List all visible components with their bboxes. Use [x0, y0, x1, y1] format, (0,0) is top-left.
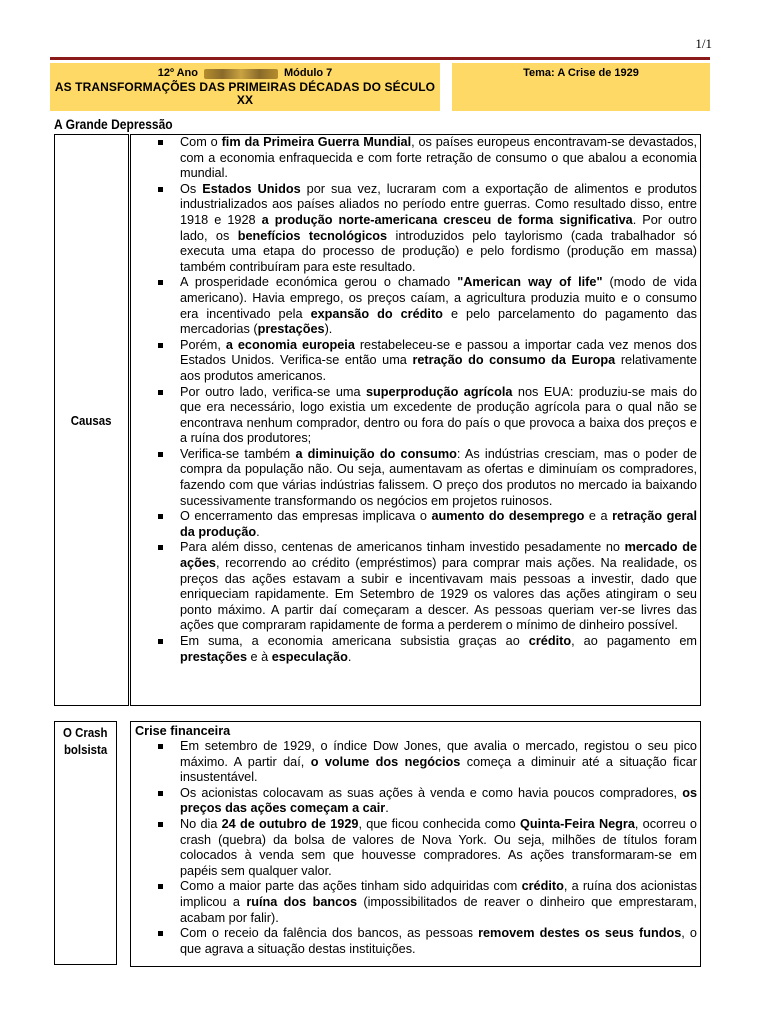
- text: Os acionistas colocavam as suas ações à venda e como havia poucos compradores,: [180, 785, 683, 800]
- list-item: [131, 926, 697, 957]
- text: nos EUA: produziu-se mais do que era necessário, logo existia um excedente de produção agrícola para o qual não se encontrava nenhum comprador, dentro ou fora do país o que provoca a baixa dos preços e a ruína dos produtores;: [180, 384, 697, 446]
- list-item: [131, 338, 697, 385]
- text: relativamente aos produtos americanos.: [180, 353, 697, 383]
- bold-text: benefícios tecnológicos: [237, 228, 388, 243]
- crash-subtitle: Crise financeira: [135, 724, 231, 738]
- bold-text: a diminuição do consumo: [295, 446, 457, 461]
- bold-text: crédito: [528, 634, 572, 648]
- text: , ao pagamento em: [571, 634, 697, 648]
- crash-label-cell: [54, 721, 117, 965]
- bold-text: Quinta-Feira Negra: [519, 816, 635, 831]
- list-item: [131, 447, 697, 509]
- theme-label: Tema: A Crise de 1929: [523, 67, 639, 79]
- text: (modo de vida americano). Havia emprego, os preços caíam, a agricultura produzia muito e o consumo era incentivado pela: [180, 275, 697, 321]
- bold-text: fim da Primeira Guerra Mundial: [221, 135, 412, 149]
- text: Verifica-se também: [180, 446, 296, 461]
- module-label: Módulo 7: [284, 67, 333, 79]
- causes-label-cell: [54, 134, 129, 706]
- list-item: [131, 540, 697, 634]
- text: Com o receio da falência dos bancos, as pessoas: [180, 926, 479, 941]
- crash-content: [130, 721, 701, 967]
- text: ).: [324, 322, 333, 337]
- bold-text: 24 de outubro de 1929: [221, 816, 359, 831]
- page-number: 1/1: [695, 36, 712, 51]
- text: , ocorreu o crash (quebra) da bolsa de valores de Nova York. Ou seja, milhões de títulos foram colocados à venda sem que houvesse compradores. As ações transformaram-se em papéis sem qualquer valor.: [180, 816, 697, 878]
- text: começa a diminuir até a situação ficar insustentável.: [180, 754, 698, 785]
- text: restabeleceu-se e passou a importar cada vez menos dos Estados Unidos. Verifica-se então uma: [180, 337, 697, 368]
- text: e à: [247, 649, 272, 664]
- bold-text: "American way of life": [457, 275, 603, 290]
- bold-text: superprodução agrícola: [365, 384, 513, 399]
- list-item: [131, 509, 697, 540]
- section-title: A Grande Depressão: [54, 116, 173, 132]
- module-title: AS TRANSFORMAÇÕES DAS PRIMEIRAS DÉCADAS DO SÉCULO XX: [54, 80, 436, 107]
- list-item: [131, 739, 697, 786]
- causes-list: [131, 135, 700, 665]
- bold-text: retração do consumo da Europa: [412, 353, 616, 368]
- list-item: [131, 817, 697, 879]
- header-theme-box: [452, 63, 710, 111]
- bold-text: a produção norte-americana cresceu de forma significativa: [261, 212, 633, 227]
- text: No dia: [180, 816, 222, 831]
- text: por sua vez, lucraram com a exportação de alimentos e produtos industrializados aos países aliados no período entre guerras. Como resultado disso, entre 1918 e 1928: [180, 181, 697, 227]
- header-rule: [50, 57, 710, 60]
- grade-label: 12º Ano: [157, 67, 198, 79]
- text: Por outro lado, verifica-se uma: [180, 384, 366, 399]
- list-item: [131, 135, 697, 182]
- list-item: [131, 385, 697, 447]
- text: Porém,: [180, 337, 226, 352]
- text: A prosperidade económica gerou o chamado: [180, 275, 458, 290]
- bold-text: ruína dos bancos: [246, 894, 358, 909]
- text: .: [256, 524, 260, 539]
- crash-label-line2: bolsista: [63, 742, 108, 757]
- text: e pelo parcelamento do pagamento das mercadorias (: [180, 306, 698, 337]
- text: , que ficou conhecida como: [358, 816, 520, 831]
- bold-text: especulação: [271, 649, 348, 664]
- text: (impossibilitados de reaver o dinheiro que emprestaram, acabam por falir).: [180, 894, 697, 925]
- text: O encerramento das empresas implicava o: [180, 509, 432, 524]
- bold-text: prestações: [180, 649, 247, 664]
- list-item: [131, 634, 697, 665]
- text: Para além disso, centenas de americanos tinham investido pesadamente no: [180, 540, 625, 555]
- causes-label: Causas: [71, 412, 112, 428]
- text: Em suma, a economia americana subsistia graças ao: [180, 634, 529, 648]
- building-emblem-icon: [204, 69, 278, 79]
- crash-label-line1: O Crash: [63, 725, 108, 740]
- text: , a ruína dos acionistas implicou a: [180, 879, 697, 909]
- text: , os países europeus encontravam-se devastados, com a economia enfraquecida e com forte retração de consumo o que abalou a economia mundial.: [180, 135, 697, 181]
- bold-text: mercado de ações: [180, 540, 698, 571]
- bold-text: a economia europeia: [225, 337, 355, 352]
- list-item: [131, 275, 697, 337]
- text: Como a maior parte das ações tinham sido adquiridas com: [180, 879, 522, 894]
- bold-text: expansão do crédito: [310, 306, 443, 321]
- list-item: [131, 182, 697, 276]
- bold-text: Estados Unidos: [202, 181, 301, 196]
- text: , o que agrava a situação destas instituições.: [180, 926, 697, 956]
- bold-text: aumento do desemprego: [431, 509, 585, 524]
- list-item: [131, 879, 697, 926]
- header-module-box: [50, 63, 440, 111]
- text: .: [347, 649, 352, 664]
- bold-text: crédito: [521, 879, 564, 894]
- text: . Por outro lado, os: [180, 212, 697, 243]
- bold-text: os preços das ações começam a cair: [180, 785, 697, 816]
- text: Com o: [180, 135, 222, 149]
- bold-text: prestações: [257, 322, 325, 337]
- text: e a: [584, 509, 613, 524]
- text: introduzidos pelo taylorismo (cada trabalhador só executa uma etapa do processo de produção) e pelo fordismo (produção em massa) também contribuíram para este resultado.: [180, 228, 698, 274]
- causes-content: [130, 134, 701, 706]
- crash-list: [131, 739, 700, 957]
- text: Os: [180, 181, 203, 196]
- bold-text: retração geral da produção: [180, 509, 697, 539]
- text: .: [385, 801, 389, 816]
- bold-text: o volume dos negócios: [310, 754, 461, 769]
- bold-text: removem destes os seus fundos: [478, 926, 682, 941]
- text: Em setembro de 1929, o índice Dow Jones, que avalia o mercado, registou o seu pico máximo. A partir daí,: [180, 739, 697, 769]
- text: , recorrendo ao crédito (empréstimos) para comprar mais ações. Na realidade, os preços das ações estavam a subir e incentivavam mais pessoas a investir, dado que enriqueciam rapidamente. Em Setembro de 1929 os valores das ações atingiram o seu ponto máximo. A partir daí começaram a descer. As pessoas queriam ver-se livres das ações que compraram rapidamente de forma a perderem o mínimo de dinheiro possível.: [180, 556, 697, 633]
- list-item: [131, 786, 697, 817]
- text: : As indústrias cresciam, mas o poder de compra da população não. Ou seja, aumentavam as ofertas e diminuíam os compradores, fazendo com que várias indústrias falissem. O preço dos produtos no mercado ia baixando sucessivamente transformando os negócios em projetos ruinosos.: [180, 446, 697, 508]
